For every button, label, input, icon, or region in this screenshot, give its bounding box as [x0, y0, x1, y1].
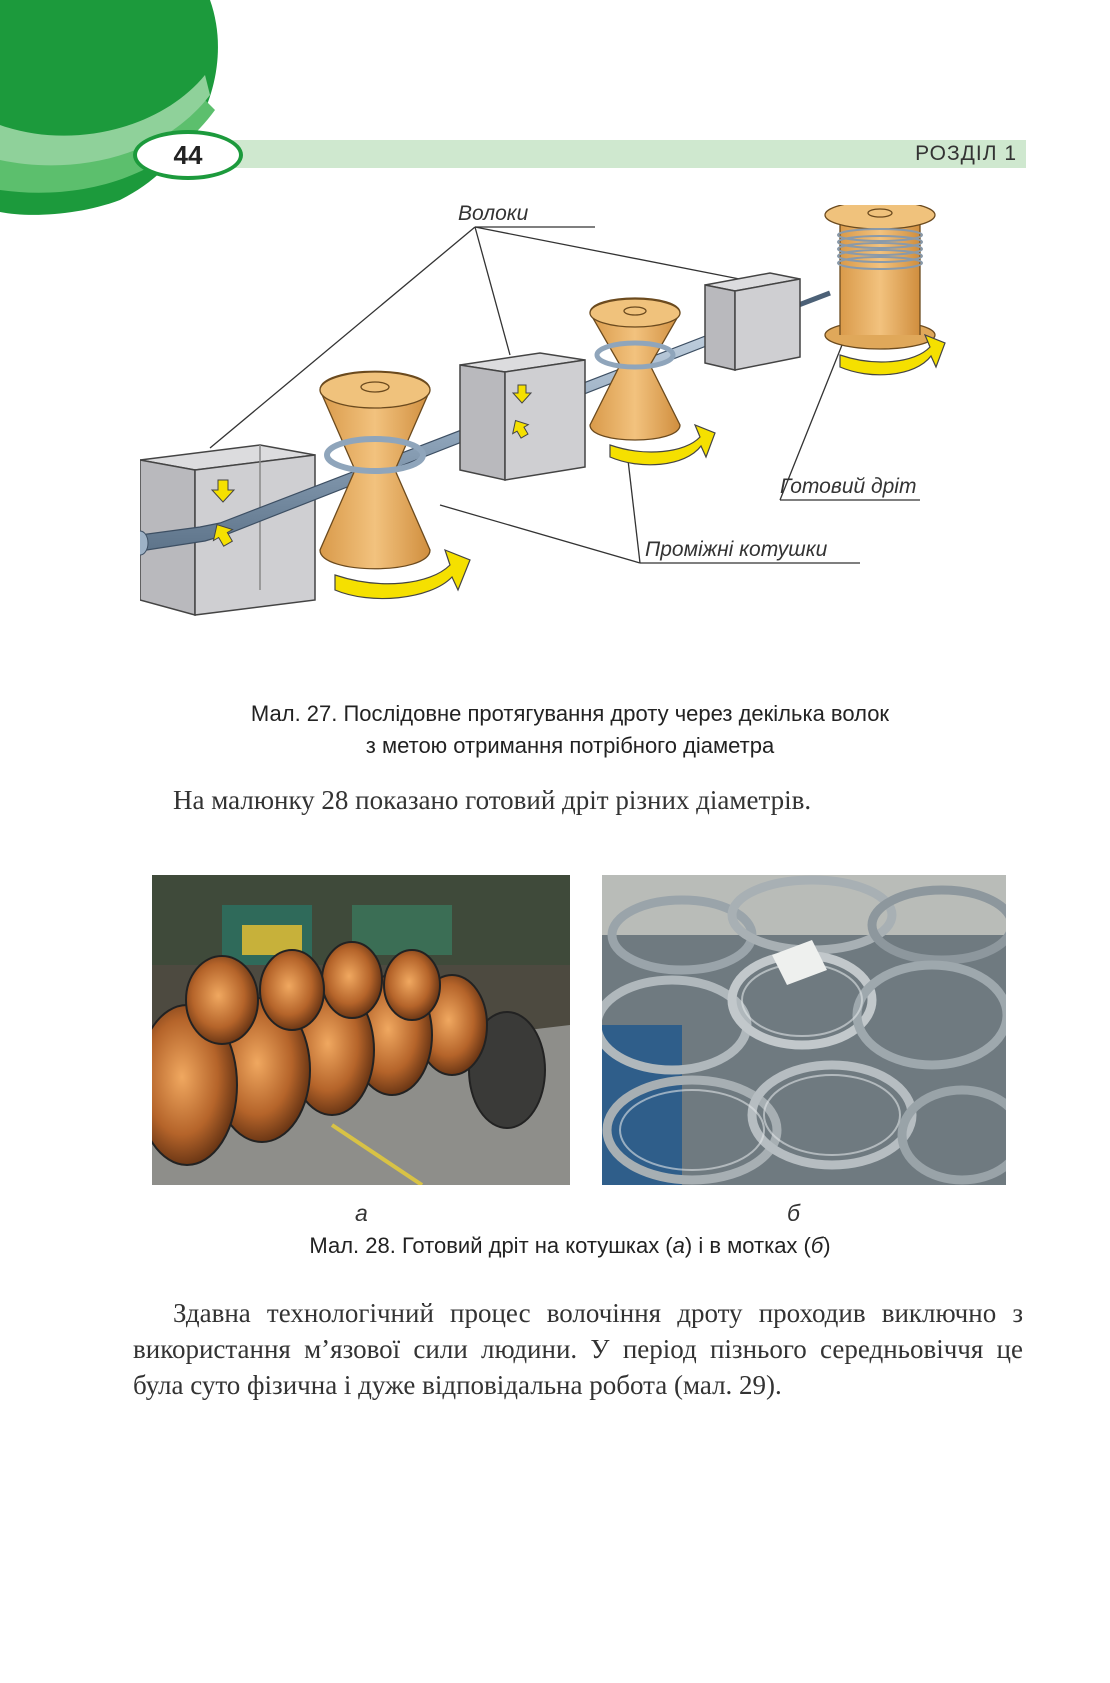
label-dies: Волоки: [458, 205, 529, 225]
die-box-2: [460, 353, 585, 480]
photo-b-label: б: [787, 1200, 800, 1226]
wire-drawing-diagram: [140, 205, 1020, 665]
header-band: [200, 140, 1026, 168]
figure-28-caption-b: б: [810, 1233, 824, 1258]
finished-wire-spool: [825, 205, 935, 349]
page-number: 44: [133, 130, 243, 180]
label-finished-wire: Готовий дріт: [780, 475, 917, 498]
intermediate-spool-2: [590, 298, 680, 440]
corner-decoration: [0, 0, 240, 220]
paragraph-2: Здавна технологічний процес волочіння дроту проходив виключно з використання м’язової сили людини. У період пізнього середньовіччя це була суто фізична і дуже відповідальна робота (мал. 29).: [133, 1298, 1023, 1400]
photo-steel-coils: [602, 875, 1006, 1185]
figure-28-caption-prefix: Мал. 28. Готовий дріт на котушках (: [309, 1233, 673, 1258]
label-intermediate-spools: Проміжні котушки: [645, 538, 828, 561]
photo-a-label: а: [355, 1200, 368, 1226]
figure-28-caption-a: а: [672, 1233, 685, 1258]
photo-copper-spools: [152, 875, 570, 1185]
die-box-3: [705, 273, 800, 370]
figure-27-caption-line1: Мал. 27. Послідовне протягування дроту через декілька волок: [250, 701, 890, 726]
section-label: РОЗДІЛ 1: [915, 142, 1017, 165]
intermediate-spool-1: [320, 371, 430, 569]
figure-28-caption: [120, 1230, 1020, 1262]
figure-27-caption: [120, 698, 1020, 762]
figure-27-caption-line2: з метою отримання потрібного діаметра: [365, 733, 775, 758]
paragraph-1: На малюнку 28 показано готовий дріт різних діаметрів.: [173, 785, 812, 815]
figure-28-caption-mid: ) і в мотках (: [684, 1233, 811, 1258]
figure-28-caption-suffix: ): [823, 1233, 831, 1258]
